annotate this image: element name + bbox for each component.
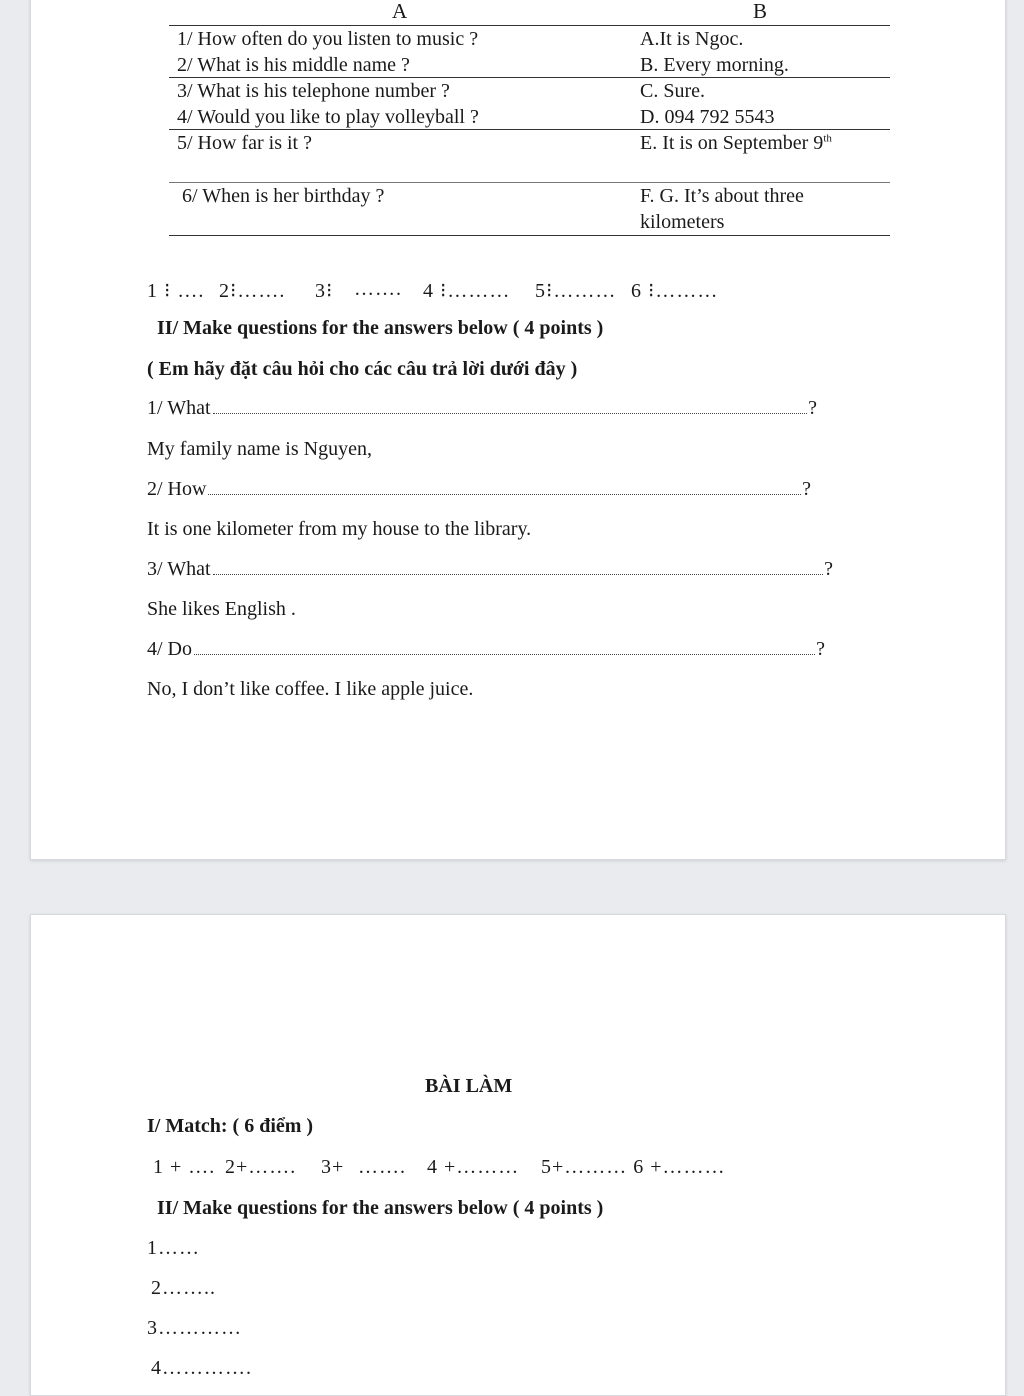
answer-text-4: No, I don’t like coffee. I like apple juice. [147,678,474,700]
match-answer-e: E. It is on September 9th [640,132,832,154]
table-rule [169,129,890,130]
match-answer-a: A.It is Ngoc. [640,28,744,50]
question-line-4[interactable]: 4/ Do ? [147,638,825,660]
column-b-header: B [753,0,768,23]
section-2-title-answers: II/ Make questions for the answers below ( 4 points ) [157,1197,604,1219]
match-blank-4[interactable]: 4 +……… [427,1156,520,1178]
answer-blank-1[interactable]: 1 ⁝ …. [147,280,205,302]
match-answer-c: C. Sure. [640,80,705,102]
dotted-blank[interactable] [213,558,824,575]
answer-line-4[interactable]: 4…………. [151,1357,252,1379]
match-answer-f: F. G. It’s about three [640,185,804,207]
table-rule [169,235,890,236]
question-line-2[interactable]: 2/ How ? [147,478,811,500]
answer-line-1[interactable]: 1…… [147,1237,200,1259]
answer-line-3[interactable]: 3………… [147,1317,242,1339]
answer-blank-3[interactable]: 3⁝ [315,280,334,302]
match-question-1: 1/ How often do you listen to music ? [177,28,479,50]
section-2-title: II/ Make questions for the answers below ( 4 points ) [157,317,604,339]
section-2-subtitle: ( Em hãy đặt câu hỏi cho các câu trả lời dưới đây ) [147,358,578,380]
answer-text-1: My family name is Nguyen, [147,438,372,460]
dotted-blank[interactable] [208,478,801,495]
answer-blank-4[interactable]: 4 ⁝……… [423,280,511,302]
match-title: I/ Match: ( 6 điểm ) [147,1115,314,1137]
match-blank-3[interactable]: 3+ [321,1156,345,1178]
question-line-1[interactable]: 1/ What ? [147,397,817,419]
table-rule [169,182,890,183]
match-question-4: 4/ Would you like to play volleyball ? [177,106,479,128]
match-blank-3-fill[interactable]: ……. [358,1156,406,1178]
dotted-blank[interactable] [213,397,808,414]
answer-text-2: It is one kilometer from my house to the library. [147,518,532,540]
answer-blank-2[interactable]: 2⁝……. [219,280,286,302]
answer-text-3: She likes English . [147,598,296,620]
answer-blank-3-fill[interactable]: ……. [354,278,402,300]
dotted-blank[interactable] [194,638,815,655]
match-question-6: 6/ When is her birthday ? [182,185,385,207]
table-rule [169,25,890,26]
answer-sheet-heading: BÀI LÀM [425,1075,513,1097]
match-question-5: 5/ How far is it ? [177,132,312,154]
match-answer-b: B. Every morning. [640,54,789,76]
match-blank-1[interactable]: 1 + …. [153,1156,216,1178]
match-question-3: 3/ What is his telephone number ? [177,80,450,102]
match-blank-5-6[interactable]: 5+……… 6 +……… [541,1156,726,1178]
match-answer-d: D. 094 792 5543 [640,106,775,128]
worksheet-page-1 [30,0,1006,860]
column-a-header: A [392,0,408,23]
match-question-2: 2/ What is his middle name ? [177,54,410,76]
table-rule [169,77,890,78]
answer-blank-6[interactable]: 6 ⁝……… [631,280,719,302]
answer-line-2[interactable]: 2…….. [151,1277,216,1299]
match-answer-f-cont: kilometers [640,211,725,233]
match-blank-2[interactable]: 2+……. [225,1156,297,1178]
worksheet-page-2 [30,914,1006,1396]
answer-blank-5[interactable]: 5⁝……… [535,280,617,302]
question-line-3[interactable]: 3/ What ? [147,558,833,580]
